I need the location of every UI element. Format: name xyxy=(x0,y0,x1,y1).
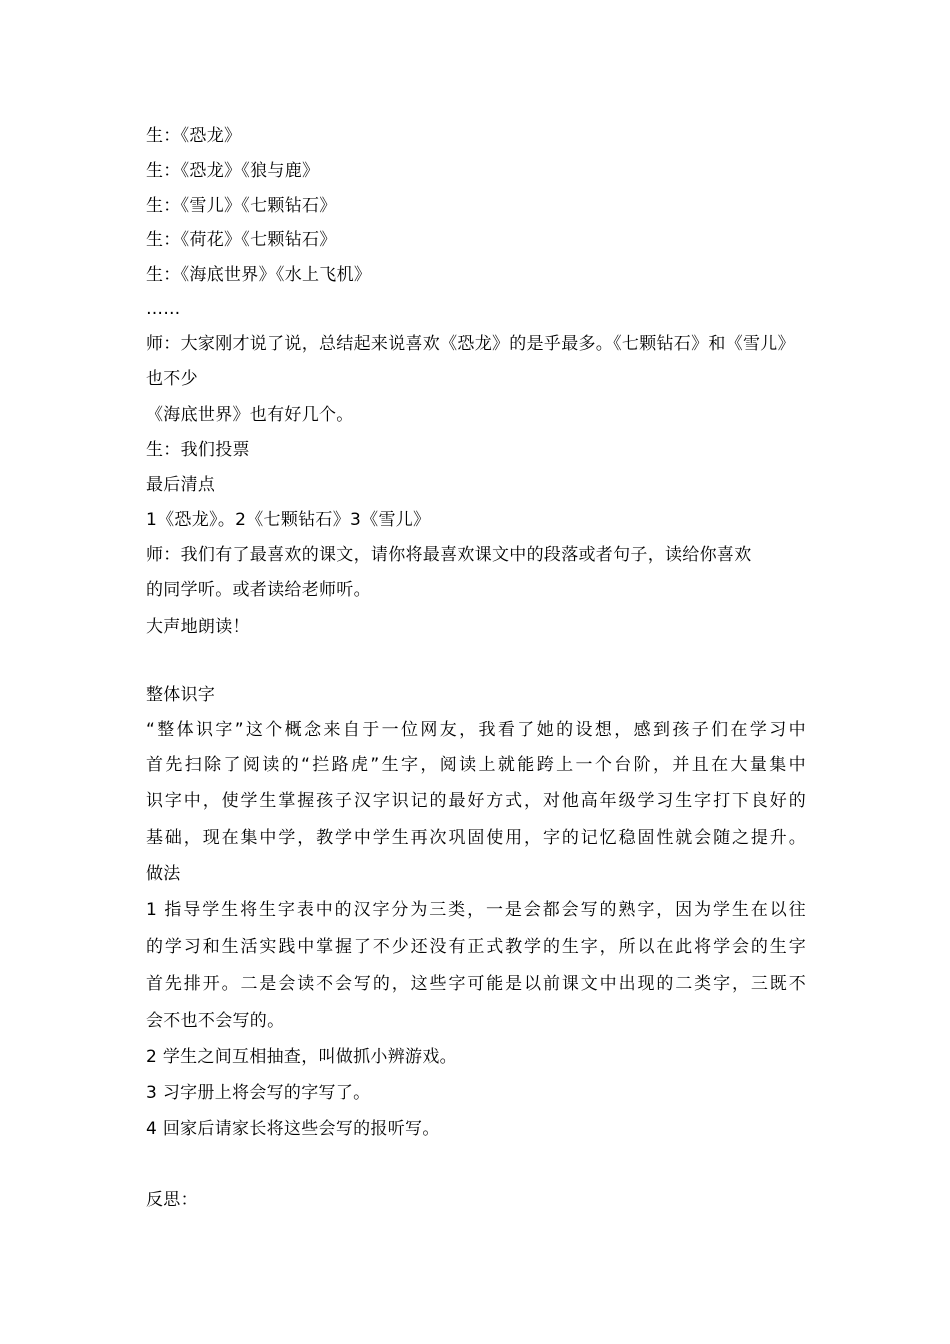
ellipsis-line: …… xyxy=(146,299,181,319)
step1-line-4: 会不也不会写的。 xyxy=(146,1011,285,1031)
step1-line-2: 的学习和生活实践中掌握了不少还没有正式教学的生字，所以在此将学会的生字 xyxy=(146,937,806,957)
step1-line-3: 首先排开。二是会读不会写的，这些字可能是以前课文中出现的二类字，三既不 xyxy=(146,974,806,994)
teacher-summary-line-1: 师：大家刚才说了说，总结起来说喜欢《恐龙》的是乎最多。《七颗钻石》和《雪儿》 xyxy=(146,334,795,354)
step1-line-1: 1 指导学生将生字表中的汉字分为三类，一是会都会写的熟字，因为学生在以往 xyxy=(146,900,806,920)
teacher-reading-line-2: 的同学听。或者读给老师听。 xyxy=(146,580,371,600)
step2-line: 2 学生之间互相抽查，叫做抓小辨游戏。 xyxy=(146,1047,457,1067)
student-line-5: 生：《海底世界》《水上飞机》 xyxy=(146,265,372,285)
step3-line: 3 习字册上将会写的字写了。 xyxy=(146,1083,371,1103)
teacher-summary-line-2: 也不少 xyxy=(146,369,198,389)
intro-line-3: 识字中，使学生掌握孩子汉字识记的最好方式，对他高年级学习生字打下良好的 xyxy=(146,791,806,811)
ranking-line: 1《恐龙》。2《七颗钻石》3《雪儿》 xyxy=(146,510,431,530)
step4-line: 4 回家后请家长将这些会写的报听写。 xyxy=(146,1119,440,1139)
section-title: 整体识字 xyxy=(146,685,216,705)
student-line-3: 生：《雪儿》《七颗钻石》 xyxy=(146,196,337,216)
intro-line-2: 首先扫除了阅读的“拦路虎”生字，阅读上就能跨上一个台阶，并且在大量集中 xyxy=(146,755,806,775)
read-aloud-line: 大声地朗读！ xyxy=(146,617,250,637)
teacher-summary-line-3: 《海底世界》也有好几个。 xyxy=(146,405,354,425)
count-line: 最后清点 xyxy=(146,475,216,495)
reflection-heading: 反思： xyxy=(146,1190,198,1210)
teacher-reading-line-1: 师：我们有了最喜欢的课文，请你将最喜欢课文中的段落或者句子，读给你喜欢 xyxy=(146,545,752,565)
intro-line-1: “整体识字”这个概念来自于一位网友，我看了她的设想，感到孩子们在学习中 xyxy=(146,720,806,740)
method-title: 做法 xyxy=(146,864,181,884)
intro-line-4: 基础，现在集中学，教学中学生再次巩固使用，字的记忆稳固性就会随之提升。 xyxy=(146,828,806,848)
student-line-1: 生：《恐龙》 xyxy=(146,126,242,146)
student-line-2: 生：《恐龙》《狼与鹿》 xyxy=(146,161,320,181)
vote-line: 生：我们投票 xyxy=(146,440,250,460)
student-line-4: 生：《荷花》《七颗钻石》 xyxy=(146,230,337,250)
